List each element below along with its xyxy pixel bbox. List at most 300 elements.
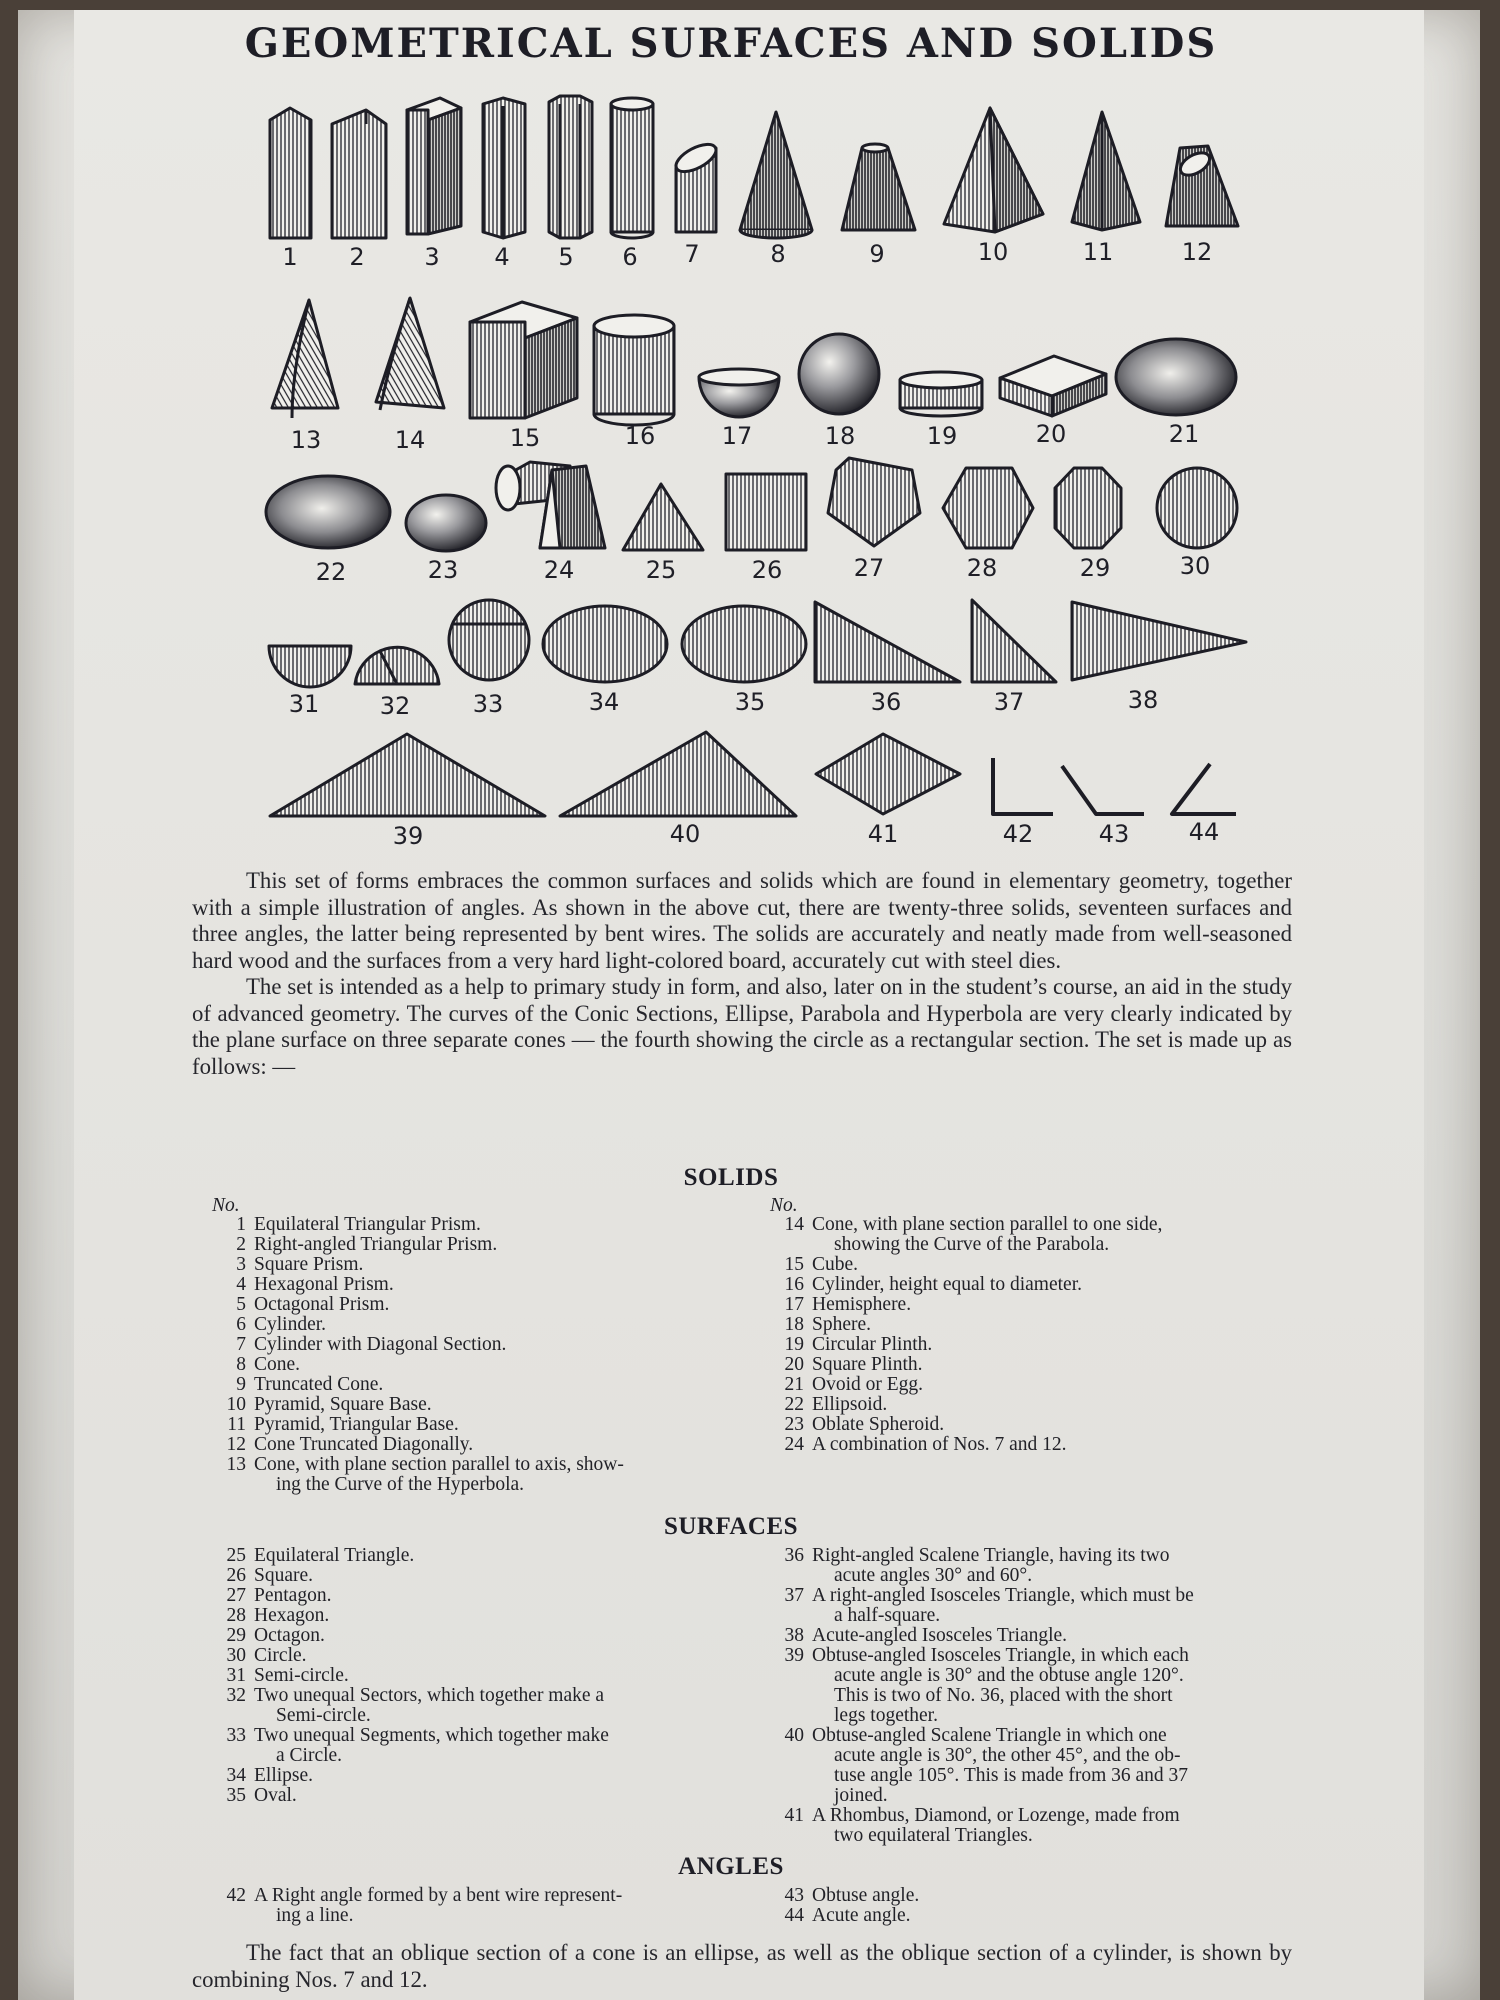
list-item — [212, 1255, 744, 1275]
angles-list-left — [212, 1886, 744, 1926]
item-number: 38 — [784, 1625, 804, 1646]
item-text — [254, 1586, 744, 1606]
list-item — [770, 1375, 1290, 1395]
solids-items-left — [212, 1215, 744, 1495]
intro-text — [192, 868, 1292, 1080]
list-item — [212, 1666, 744, 1686]
list-item — [212, 1335, 744, 1355]
equilateral-triangle-25 — [623, 484, 703, 550]
surfaces-heading: SURFACES — [663, 1513, 799, 1540]
truncated-cone-9 — [842, 144, 915, 230]
item-line: This is two of No. 36, placed with the short — [834, 1685, 1173, 1706]
octagonal-prism-5 — [549, 96, 592, 238]
fig-label: 30 — [1179, 552, 1211, 580]
item-text — [254, 1415, 744, 1435]
fig-label: 27 — [853, 554, 885, 582]
item-text — [812, 1415, 1290, 1435]
square-26 — [726, 474, 806, 550]
angles-items-right — [770, 1886, 1290, 1926]
item-text — [812, 1886, 1290, 1906]
fig-label: 32 — [379, 692, 411, 720]
fig-label: 26 — [751, 556, 783, 584]
fig-label: 36 — [870, 688, 902, 716]
list-item — [212, 1395, 744, 1415]
list-item — [212, 1686, 744, 1726]
item-line: Cone Truncated Diagonally. — [254, 1434, 474, 1455]
hemisphere-17 — [699, 369, 779, 417]
cube-15 — [470, 302, 577, 418]
item-text — [812, 1275, 1290, 1295]
item-line: Obtuse angle. — [812, 1885, 920, 1906]
item-text — [254, 1395, 744, 1415]
item-text — [254, 1455, 744, 1495]
item-number: 26 — [226, 1565, 246, 1586]
item-line: a Circle. — [276, 1745, 343, 1766]
item-line: Sphere. — [812, 1314, 872, 1335]
right-triangular-prism-2 — [332, 110, 386, 238]
item-text — [254, 1335, 744, 1355]
item-line: Cone, with plane section parallel to axis, show- — [254, 1454, 624, 1475]
item-number: 19 — [784, 1334, 804, 1355]
fig-label: 16 — [624, 422, 656, 450]
fig-label: 9 — [869, 240, 885, 268]
item-number: 23 — [784, 1414, 804, 1435]
list-item — [770, 1435, 1290, 1455]
list-item — [212, 1886, 744, 1926]
list-item — [212, 1275, 744, 1295]
item-line: Semi-circle. — [254, 1665, 349, 1686]
cylinder-16 — [594, 315, 674, 425]
list-item — [770, 1726, 1290, 1806]
acute-angle-wire-44 — [1172, 764, 1236, 814]
fig-label: 11 — [1082, 238, 1114, 266]
circular-plinth-19 — [900, 372, 982, 416]
item-number: 32 — [226, 1685, 246, 1706]
item-line: Right-angled Triangular Prism. — [254, 1234, 498, 1255]
ellipsoid-22 — [266, 476, 390, 548]
fig-label: 10 — [977, 238, 1009, 266]
item-text — [812, 1586, 1290, 1626]
list-item — [212, 1355, 744, 1375]
item-line: Two unequal Segments, which together make — [254, 1725, 609, 1746]
angles-heading: ANGLES — [678, 1853, 784, 1880]
item-number: 20 — [784, 1354, 804, 1375]
list-item — [212, 1646, 744, 1666]
item-text — [254, 1275, 744, 1295]
item-text — [254, 1355, 744, 1375]
item-line: A combination of Nos. 7 and 12. — [812, 1434, 1067, 1455]
item-number: 25 — [226, 1545, 246, 1566]
solids-list-left — [212, 1196, 744, 1495]
fig-label: 38 — [1127, 686, 1159, 714]
fig-label: 22 — [315, 558, 347, 586]
square-prism-3 — [407, 98, 461, 234]
list-item — [212, 1626, 744, 1646]
list-item — [212, 1586, 744, 1606]
item-number: 42 — [226, 1885, 246, 1906]
list-item — [770, 1275, 1290, 1295]
intro-paragraph: This set of forms embraces the common surfaces and solids which are found in elementary geometry, together with a simple illustration of angles. As shown in the above cut, there are twenty-three solids, seventeen surfaces and three angles, the latter being represented by bent wires. The solids are accurately and neatly made from well-seasoned hard wood and the surfaces from a very hard light-colored board, accurately cut with steel dies. — [192, 868, 1292, 973]
item-number: 34 — [226, 1765, 246, 1786]
obtuse-isosceles-triangle-39 — [270, 734, 545, 816]
item-text — [254, 1546, 744, 1566]
list-item — [212, 1546, 744, 1566]
item-text — [254, 1726, 744, 1766]
item-number: 27 — [226, 1585, 246, 1606]
fig-label: 4 — [494, 243, 510, 271]
triangular-prism-1 — [270, 108, 311, 238]
obtuse-angle-wire-43 — [1062, 766, 1144, 814]
combination-24 — [496, 462, 605, 548]
fig-label: 39 — [392, 822, 424, 850]
solids-list-right — [770, 1196, 1290, 1455]
item-text — [254, 1435, 744, 1455]
item-line: A Rhombus, Diamond, or Lozenge, made from — [812, 1805, 1180, 1826]
item-line: Truncated Cone. — [254, 1374, 384, 1395]
item-number: 13 — [226, 1454, 246, 1475]
square-plinth-20 — [1000, 356, 1106, 416]
list-item — [770, 1315, 1290, 1335]
hexagonal-prism-4 — [483, 98, 525, 238]
item-text — [254, 1766, 744, 1786]
item-text — [254, 1606, 744, 1626]
list-item — [212, 1455, 744, 1495]
oval-35 — [682, 606, 806, 682]
item-text — [812, 1806, 1290, 1846]
list-item — [770, 1806, 1290, 1846]
item-number: 7 — [236, 1334, 246, 1355]
fig-label: 2 — [349, 243, 365, 271]
item-number: 36 — [784, 1545, 804, 1566]
item-number: 29 — [226, 1625, 246, 1646]
fig-label: 35 — [734, 688, 766, 716]
right-angle-wire-42 — [993, 758, 1053, 814]
item-number: 6 — [236, 1314, 246, 1335]
item-line: Circular Plinth. — [812, 1334, 933, 1355]
item-text — [254, 1566, 744, 1586]
item-text — [254, 1375, 744, 1395]
item-line: Ellipse. — [254, 1765, 314, 1786]
item-text — [812, 1626, 1290, 1646]
oblate-spheroid-23 — [406, 495, 486, 551]
fig-label: 15 — [509, 424, 541, 452]
item-line: Acute-angled Isosceles Triangle. — [812, 1625, 1068, 1646]
item-line: Ellipsoid. — [812, 1394, 888, 1415]
list-item — [770, 1546, 1290, 1586]
item-number: 33 — [226, 1725, 246, 1746]
item-number: 16 — [784, 1274, 804, 1295]
surfaces-items-right — [770, 1546, 1290, 1846]
item-number: 4 — [236, 1274, 246, 1295]
item-text — [254, 1626, 744, 1646]
solids-heading: SOLIDS — [683, 1164, 779, 1191]
fig-label: 18 — [824, 422, 856, 450]
square-pyramid-10 — [944, 108, 1043, 232]
list-item — [770, 1255, 1290, 1275]
item-line: joined. — [834, 1785, 888, 1806]
item-line: Hemisphere. — [812, 1294, 912, 1315]
item-line: Cylinder with Diagonal Section. — [254, 1334, 507, 1355]
list-item — [212, 1415, 744, 1435]
surfaces-list-right — [770, 1546, 1290, 1846]
item-text — [254, 1235, 744, 1255]
item-text — [812, 1215, 1290, 1255]
item-number: 21 — [784, 1374, 804, 1395]
item-number: 40 — [784, 1725, 804, 1746]
egg-21 — [1116, 339, 1236, 415]
sectors-32 — [355, 647, 439, 684]
item-line: Square Prism. — [254, 1254, 364, 1275]
item-line: Ovoid or Egg. — [812, 1374, 924, 1395]
item-text — [812, 1355, 1290, 1375]
fig-label: 23 — [427, 556, 459, 584]
item-text — [812, 1375, 1290, 1395]
item-line: Obtuse-angled Scalene Triangle in which one — [812, 1725, 1167, 1746]
item-line: Oval. — [254, 1785, 297, 1806]
item-number: 14 — [784, 1214, 804, 1235]
item-line: Cylinder, height equal to diameter. — [812, 1274, 1082, 1295]
hexagon-28 — [943, 468, 1033, 548]
list-item — [770, 1586, 1290, 1626]
list-item — [770, 1215, 1290, 1255]
item-number: 5 — [236, 1294, 246, 1315]
pentagon-27 — [828, 458, 920, 546]
surfaces-items-left — [212, 1546, 744, 1806]
item-line: Cube. — [812, 1254, 859, 1275]
intro-paragraph: The set is intended as a help to primary study in form, and also, later on in the student’s course, an aid in the study of advanced geometry. The curves of the Conic Sections, Ellipse, Parabola and Hyperbola are very clearly indicated by the plane surface on three separate cones — the fourth showing the circle as a rectangular section. The set is made up as follows: — — [192, 974, 1292, 1079]
item-text — [254, 1646, 744, 1666]
fig-label: 24 — [543, 556, 575, 584]
item-text — [812, 1546, 1290, 1586]
item-text — [254, 1886, 744, 1926]
item-number: 28 — [226, 1605, 246, 1626]
item-number: 39 — [784, 1645, 804, 1666]
fig-label: 33 — [472, 690, 504, 718]
fig-label: 37 — [993, 688, 1025, 716]
item-number: 1 — [236, 1214, 246, 1235]
scalene-triangle-36 — [815, 602, 960, 682]
triangular-pyramid-11 — [1072, 112, 1140, 230]
fig-label: 21 — [1168, 420, 1200, 448]
list-item — [770, 1886, 1290, 1906]
item-line: Two unequal Sectors, which together make a — [254, 1685, 605, 1706]
item-line: tuse angle 105°. This is made from 36 and 37 — [834, 1765, 1189, 1786]
item-text — [254, 1255, 744, 1275]
item-line: ing a line. — [276, 1905, 354, 1926]
item-line: Pyramid, Square Base. — [254, 1394, 432, 1415]
item-line: Cone, with plane section parallel to one side, — [812, 1214, 1163, 1235]
list-item — [770, 1906, 1290, 1926]
item-text — [254, 1315, 744, 1335]
item-text — [254, 1686, 744, 1726]
list-item — [212, 1315, 744, 1335]
item-number: 43 — [784, 1885, 804, 1906]
list-item — [770, 1626, 1290, 1646]
fig-label: 44 — [1188, 818, 1220, 846]
obtuse-scalene-triangle-40 — [560, 732, 796, 816]
item-line: Hexagon. — [254, 1605, 330, 1626]
fig-label: 8 — [770, 240, 786, 268]
item-text — [812, 1255, 1290, 1275]
item-line: two equilateral Triangles. — [834, 1825, 1033, 1846]
diagonal-cylinder-7 — [672, 139, 720, 232]
list-item — [212, 1295, 744, 1315]
item-line: Equilateral Triangular Prism. — [254, 1214, 481, 1235]
item-number: 22 — [784, 1394, 804, 1415]
fig-label: 14 — [394, 426, 426, 454]
no-label: No. — [212, 1195, 240, 1216]
fig-label: 13 — [290, 426, 322, 454]
item-number: 17 — [784, 1294, 804, 1315]
item-number: 30 — [226, 1645, 246, 1666]
item-text — [254, 1295, 744, 1315]
item-line: Obtuse-angled Isosceles Triangle, in which each — [812, 1645, 1189, 1666]
list-item — [770, 1646, 1290, 1726]
fig-label: 17 — [721, 422, 753, 450]
circle-30 — [1157, 468, 1237, 548]
list-item — [770, 1335, 1290, 1355]
item-line: Semi-circle. — [276, 1705, 371, 1726]
list-item — [770, 1295, 1290, 1315]
cylinder-6 — [611, 98, 653, 238]
item-line: Cylinder. — [254, 1314, 327, 1335]
item-number: 41 — [784, 1805, 804, 1826]
item-line: Pyramid, Triangular Base. — [254, 1414, 459, 1435]
item-number: 31 — [226, 1665, 246, 1686]
item-text — [254, 1666, 744, 1686]
item-number: 37 — [784, 1585, 804, 1606]
list-item — [212, 1215, 744, 1235]
item-text — [812, 1295, 1290, 1315]
item-line: Pentagon. — [254, 1585, 332, 1606]
item-line: Square Plinth. — [812, 1354, 923, 1375]
item-text — [812, 1726, 1290, 1806]
rhombus-41 — [816, 734, 960, 814]
list-item — [212, 1766, 744, 1786]
fig-label: 43 — [1098, 820, 1130, 848]
item-line: acute angle is 30° and the obtuse angle 120°. — [834, 1665, 1184, 1686]
item-number: 8 — [236, 1354, 246, 1375]
item-text — [812, 1335, 1290, 1355]
fig-label: 28 — [966, 554, 998, 582]
solids-items-right — [770, 1215, 1290, 1455]
item-line: a half-square. — [834, 1605, 941, 1626]
isosceles-right-triangle-37 — [972, 600, 1056, 682]
item-number: 18 — [784, 1314, 804, 1335]
item-line: acute angles 30° and 60°. — [834, 1565, 1033, 1586]
list-item — [212, 1375, 744, 1395]
item-line: Square. — [254, 1565, 314, 1586]
ellipse-34 — [543, 606, 667, 682]
list-item — [212, 1435, 744, 1455]
item-number: 24 — [784, 1434, 804, 1455]
fig-label: 20 — [1035, 420, 1067, 448]
footer-paragraph: The fact that an oblique section of a cone is an ellipse, as well as the oblique section of a cylinder, is shown by combining Nos. 7 and 12. — [192, 1940, 1292, 1992]
item-line: ing the Curve of the Hyperbola. — [276, 1474, 525, 1495]
list-item — [770, 1395, 1290, 1415]
fig-label: 19 — [926, 422, 958, 450]
list-item — [212, 1566, 744, 1586]
fig-label: 41 — [867, 820, 899, 848]
item-text — [254, 1786, 744, 1806]
fig-label: 42 — [1002, 820, 1034, 848]
sphere-18 — [799, 334, 879, 414]
item-text — [812, 1646, 1290, 1726]
item-line: showing the Curve of the Parabola. — [834, 1234, 1110, 1255]
item-line: Cone. — [254, 1354, 301, 1375]
item-line: Right-angled Scalene Triangle, having its two — [812, 1545, 1170, 1566]
item-line: Octagon. — [254, 1625, 325, 1646]
list-item — [212, 1606, 744, 1626]
item-line: Equilateral Triangle. — [254, 1545, 415, 1566]
angles-items-left — [212, 1886, 744, 1926]
item-number: 9 — [236, 1374, 246, 1395]
item-line: Acute angle. — [812, 1905, 911, 1926]
item-number: 44 — [784, 1905, 804, 1926]
item-text — [812, 1315, 1290, 1335]
list-item — [770, 1415, 1290, 1435]
hyperbola-cone-13 — [272, 300, 338, 418]
item-text — [812, 1906, 1290, 1926]
parabola-cone-14 — [376, 298, 444, 410]
angles-list-right — [770, 1886, 1290, 1926]
list-item — [212, 1726, 744, 1766]
fig-label: 25 — [645, 556, 677, 584]
segments-33 — [449, 600, 529, 680]
list-item — [770, 1355, 1290, 1375]
diagonal-cone-12 — [1166, 146, 1238, 226]
item-number: 11 — [227, 1414, 246, 1435]
item-number: 15 — [784, 1254, 804, 1275]
fig-label: 6 — [622, 243, 638, 271]
item-line: Octagonal Prism. — [254, 1294, 390, 1315]
item-text — [812, 1395, 1290, 1415]
list-item — [212, 1235, 744, 1255]
item-number: 2 — [236, 1234, 246, 1255]
page-title: GEOMETRICAL SURFACES AND SOLIDS — [244, 20, 1218, 67]
semicircle-31 — [269, 646, 351, 687]
fig-label: 7 — [684, 240, 700, 268]
item-line: A Right angle formed by a bent wire represent- — [254, 1885, 623, 1906]
item-line: Hexagonal Prism. — [254, 1274, 394, 1295]
item-line: acute angle is 30°, the other 45°, and the ob- — [834, 1745, 1181, 1766]
fig-label: 12 — [1181, 238, 1213, 266]
surfaces-list-left — [212, 1546, 744, 1806]
item-line: A right-angled Isosceles Triangle, which must be — [812, 1585, 1194, 1606]
item-line: Circle. — [254, 1645, 307, 1666]
fig-label: 34 — [588, 688, 620, 716]
acute-isosceles-triangle-38 — [1072, 602, 1246, 680]
cone-8 — [740, 112, 812, 238]
item-number: 12 — [226, 1434, 246, 1455]
footer-text — [192, 1940, 1292, 1993]
item-line: legs together. — [834, 1705, 938, 1726]
fig-label: 5 — [558, 243, 574, 271]
item-number: 3 — [236, 1254, 246, 1275]
item-number: 10 — [226, 1394, 246, 1415]
item-line: Oblate Spheroid. — [812, 1414, 945, 1435]
fig-label: 3 — [424, 243, 440, 271]
fig-label: 1 — [282, 243, 298, 271]
item-number: 35 — [226, 1785, 246, 1806]
list-item — [212, 1786, 744, 1806]
fig-label: 29 — [1079, 554, 1111, 582]
fig-label: 31 — [288, 690, 320, 718]
octagon-29 — [1055, 468, 1121, 548]
fig-label: 40 — [669, 820, 701, 848]
item-text — [254, 1215, 744, 1235]
item-text — [812, 1435, 1290, 1455]
